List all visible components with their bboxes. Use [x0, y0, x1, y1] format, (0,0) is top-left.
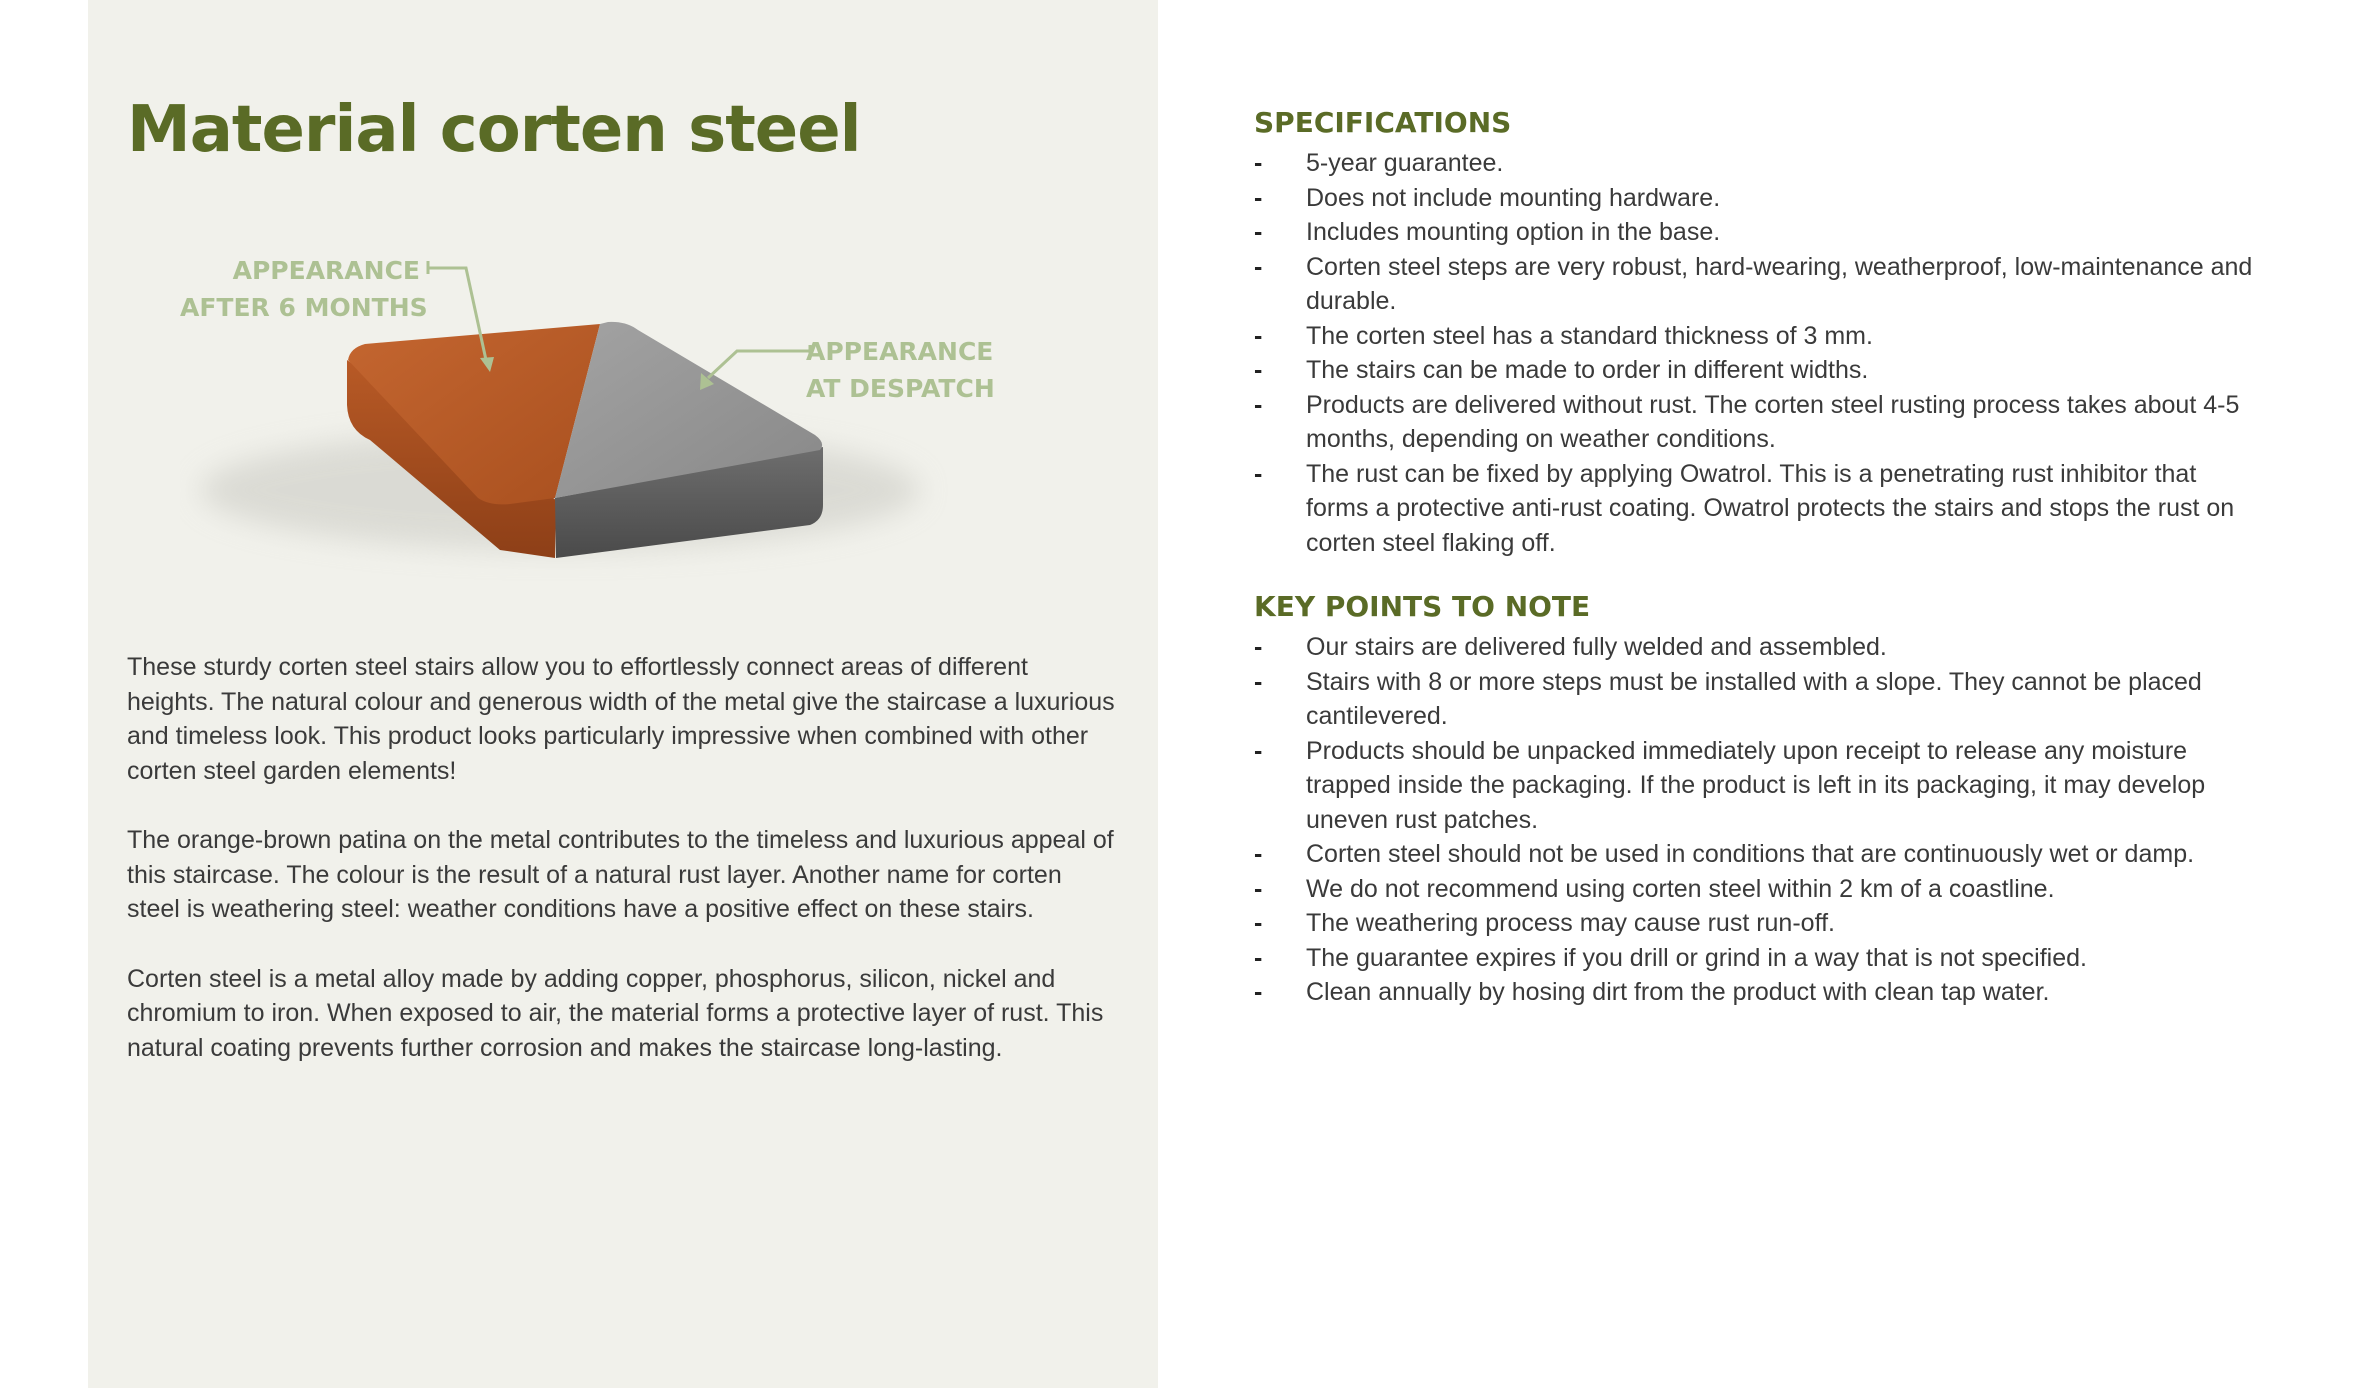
bullet-dash: -: [1254, 252, 1263, 281]
specifications-list: [1254, 146, 2264, 560]
list-item: [1254, 181, 2264, 216]
description-text: [127, 650, 1117, 1100]
right-panel: [1254, 100, 2264, 1034]
bullet-dash: -: [1254, 459, 1263, 488]
description-paragraph: Corten steel is a metal alloy made by adding copper, phosphorus, silicon, nickel and chromium to iron. When exposed to air, the material forms a protective layer of rust. This natural coating prevents further corrosion and makes the staircase long-lasting.: [127, 964, 1104, 1062]
key-points-list: [1254, 630, 2264, 1010]
list-item: [1254, 388, 2264, 457]
list-item: [1254, 630, 2264, 665]
list-item-text: 5-year guarantee.: [1306, 149, 1504, 177]
list-item-text: The rust can be fixed by applying Owatrol. This is a penetrating rust inhibitor that forms a protective anti-rust coating. Owatrol protects the stairs and stops the rust on corten steel flaking off.: [1306, 459, 2235, 557]
list-item-text: Products are delivered without rust. The corten steel rusting process takes about 4-5 months, depending on weather conditions.: [1306, 390, 2240, 453]
bullet-dash: -: [1254, 840, 1263, 868]
list-item: [1254, 665, 2264, 734]
bullet-dash: -: [1254, 183, 1263, 212]
page-title: Material corten steel: [127, 93, 861, 167]
bullet-dash: -: [1254, 667, 1263, 696]
list-item-text: The stairs can be made to order in different widths.: [1306, 356, 1869, 384]
list-item-text: Includes mounting option in the base.: [1306, 218, 1721, 246]
list-item-text: Corten steel steps are very robust, hard-wearing, weatherproof, low-maintenance and durable.: [1306, 252, 2253, 315]
list-item: [1254, 353, 2264, 388]
bullet-dash: -: [1254, 321, 1263, 350]
bullet-dash: -: [1254, 633, 1263, 661]
list-item-text: Our stairs are delivered fully welded and assembled.: [1306, 633, 1887, 661]
list-item: [1254, 457, 2264, 561]
list-item: [1254, 215, 2264, 250]
bullet-dash: -: [1254, 390, 1263, 419]
callout-right-line-1: APPEARANCE: [806, 337, 994, 366]
bullet-dash: -: [1254, 943, 1263, 972]
list-item: [1254, 941, 2264, 976]
list-item: [1254, 837, 2264, 872]
bullet-dash: -: [1254, 978, 1263, 1006]
callout-left-line-1: APPEARANCE: [232, 256, 420, 285]
list-item-text: Corten steel should not be used in conditions that are continuously wet or damp.: [1306, 840, 2195, 868]
bullet-dash: -: [1254, 736, 1263, 765]
list-item-text: The guarantee expires if you drill or grind in a way that is not specified.: [1306, 943, 2087, 972]
list-item-text: Clean annually by hosing dirt from the product with clean tap water.: [1306, 978, 2050, 1006]
bullet-dash: -: [1254, 218, 1263, 246]
list-item-text: The weathering process may cause rust run-off.: [1306, 909, 1835, 937]
list-item: [1254, 872, 2264, 907]
bullet-dash: -: [1254, 874, 1263, 903]
specifications-heading: SPECIFICATIONS: [1254, 106, 1512, 139]
description-paragraph: The orange-brown patina on the metal contributes to the timeless and luxurious appeal of this staircase. The colour is the result of a natural rust layer. Another name for corten steel is weathering steel: weather conditions have a positive effect on these stairs.: [127, 826, 1114, 923]
callout-at-despatch: [806, 333, 995, 407]
bullet-dash: -: [1254, 909, 1263, 937]
callout-right-line-2: AT DESPATCH: [806, 374, 995, 403]
list-item: [1254, 250, 2264, 319]
callout-left-line-2: AFTER 6 MONTHS: [180, 293, 428, 322]
list-item-text: Stairs with 8 or more steps must be installed with a slope. They cannot be placed cantilevered.: [1306, 667, 2202, 730]
list-item: [1254, 734, 2264, 838]
list-item-text: The corten steel has a standard thickness of 3 mm.: [1306, 321, 1873, 350]
bullet-dash: -: [1254, 149, 1263, 177]
key-points-heading: KEY POINTS TO NOTE: [1254, 590, 1591, 623]
list-item-text: We do not recommend using corten steel within 2 km of a coastline.: [1306, 874, 2055, 903]
bullet-dash: -: [1254, 356, 1263, 384]
callout-after-6-months: [180, 252, 428, 326]
description-paragraph: These sturdy corten steel stairs allow you to effortlessly connect areas of different heights. The natural colour and generous width of the metal give the staircase a luxurious and timeless look. This product looks particularly impressive when combined with other corten steel garden elements!: [127, 653, 1115, 785]
list-item: [1254, 975, 2264, 1010]
arrow-at-despatch: [708, 345, 810, 378]
list-item-text: Products should be unpacked immediately upon receipt to release any moisture trapped inside the packaging. If the product is left in its packaging, it may develop uneven rust patches.: [1306, 736, 2206, 834]
list-item: [1254, 146, 2264, 181]
list-item: [1254, 319, 2264, 354]
list-item: [1254, 906, 2264, 941]
list-item-text: Does not include mounting hardware.: [1306, 183, 1721, 212]
